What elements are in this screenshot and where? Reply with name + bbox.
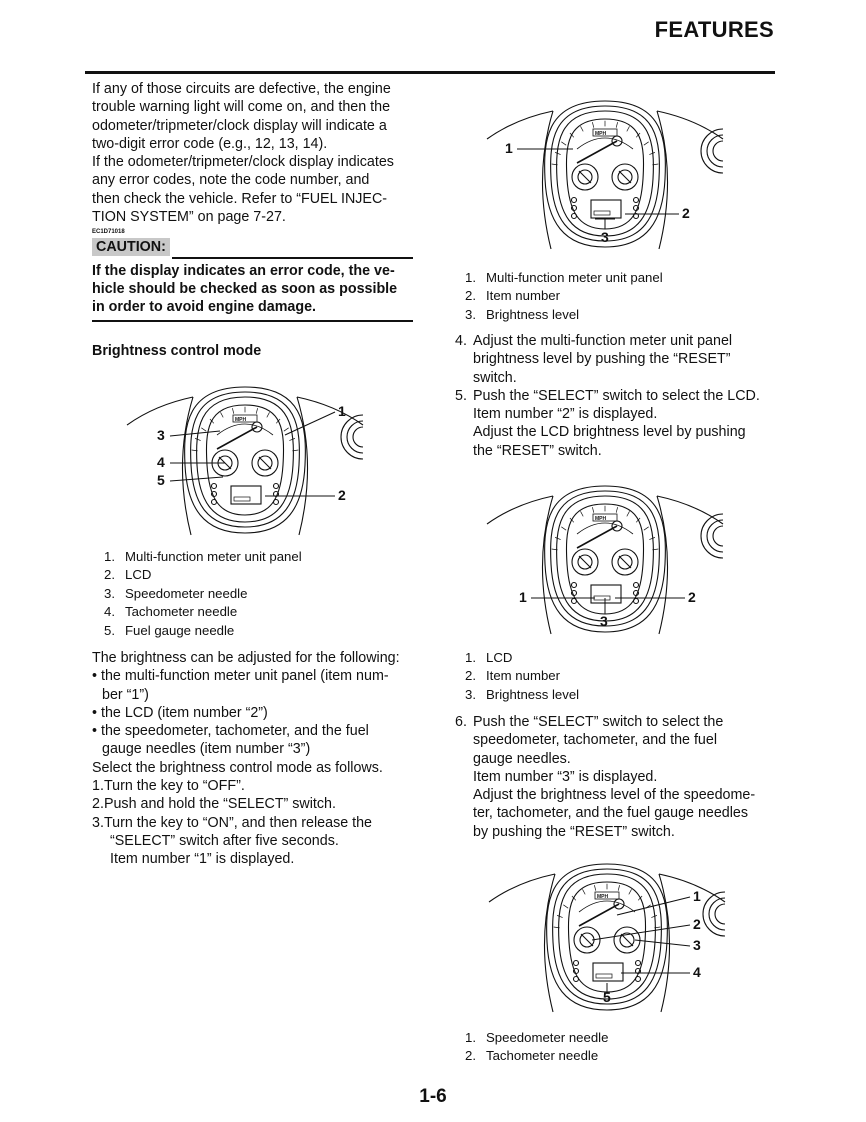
section-title: FEATURES [654,17,774,42]
list-item [455,713,755,731]
text-line: If any of those circuits are defective, the engine [92,81,391,97]
item-number: 3. [92,814,104,831]
callout-number: 5 [603,989,611,1005]
list-item [104,566,302,584]
item-text: ter, tachometer, and the fuel gauge needles [473,805,749,822]
item-text: gauge needles (item number “3”) [102,741,311,758]
item-number: 1. [465,650,476,665]
item-text: ber “1”) [102,686,149,703]
list-item [92,704,400,722]
fairing-left [489,874,555,902]
item-text: Speedometer needle [486,1030,609,1045]
item-text: Item number “3” is displayed. [473,768,658,785]
list-item [455,350,760,368]
fairing-right [657,111,723,139]
list-item [455,332,760,350]
item-number: 4. [104,604,115,620]
item-number: 3. [465,306,476,322]
callout-number: 3 [600,613,608,629]
meter-diagram-needles [487,860,727,1015]
list-item [92,649,400,667]
list-item [455,768,755,786]
meter-diagram-panel [485,97,725,252]
item-text: the “RESET” switch. [473,442,602,459]
callout-number: 4 [693,964,701,980]
svg-text:MPH: MPH [595,131,607,137]
svg-text:MPH: MPH [595,516,607,522]
text-line: in order to avoid engine damage. [92,299,317,315]
callout-number: 4 [157,454,165,470]
list-item [465,269,663,287]
subsection-heading: Brightness control mode [92,343,262,359]
list-item [455,750,755,768]
list-item [104,585,302,603]
fairing-right [297,397,363,425]
item-text: • the speedometer, tachometer, and the fuel [92,723,369,740]
list-item [455,823,755,841]
fairing-left [487,111,553,139]
item-text: LCD [125,567,152,583]
item-text: speedometer, tachometer, and the fuel [473,732,718,749]
callout-number: 2 [688,589,696,605]
item-text: Item number “1” is displayed. [110,851,295,868]
step-6 [455,713,755,841]
item-text: Select the brightness control mode as follows. [92,759,383,776]
text-line: trouble warning light will come on, and then the [92,99,391,116]
item-text: Adjust the multi-function meter unit panel [473,333,733,349]
item-number: 2. [465,668,476,684]
fairing-left [487,496,553,524]
item-text: Tachometer needle [486,1048,599,1064]
item-number: 2. [92,796,104,813]
item-text: Fuel gauge needle [125,622,235,638]
item-text: Adjust the LCD brightness level by pushing [473,424,746,441]
item-text: • the multi-function meter unit panel (item num- [92,668,389,685]
header-rule [85,71,775,74]
item-number: 3. [465,686,476,702]
intro-paragraph [92,80,394,226]
item-number: 3. [104,585,115,601]
list-item [455,786,755,804]
reference-code: EC1D71018 [92,229,125,235]
item-number: 1. [104,549,115,564]
meter-diagram-brightness-mode [125,383,365,538]
caution-text [92,262,397,316]
item-text: “SELECT” switch after five seconds. [110,832,339,849]
legend-list [465,269,663,324]
item-text: Turn the key to “OFF”. [103,778,245,795]
callout-number: 3 [157,427,165,443]
item-text: Multi-function meter unit panel [486,270,663,285]
item-text: Speedometer needle [125,585,248,601]
list-item [455,442,760,460]
text-line: If the display indicates an error code, the ve- [92,263,395,279]
callout-number: 2 [693,916,701,932]
item-number: 5. [455,387,467,404]
list-item [465,686,579,704]
item-number: 4. [455,333,467,349]
page-number: 1-6 [419,1086,447,1107]
list-item [92,759,400,777]
item-text: • the LCD (item number “2”) [92,704,268,721]
callout-number: 5 [157,472,165,488]
list-item [455,804,755,822]
callout-number: 1 [338,403,346,419]
list-item [92,722,400,740]
item-number: 2. [104,567,115,583]
item-text: gauge needles. [473,750,571,767]
list-item [92,795,400,813]
item-text: by pushing the “RESET” switch. [473,823,675,840]
callout-number: 1 [519,589,527,605]
callout-number: 2 [682,205,690,221]
text-line: If the odometer/tripmeter/clock display indicates [92,154,394,171]
list-item [104,603,302,621]
text-line: then check the vehicle. Refer to “FUEL INJEC- [92,190,388,207]
item-text: The brightness can be adjusted for the following: [92,650,400,666]
list-item [455,405,760,423]
list-item [92,667,400,685]
item-number: 1. [465,270,476,285]
item-text: Item number [486,668,561,684]
item-number: 5. [104,622,115,638]
list-item [465,1029,608,1047]
item-text: Brightness level [486,306,580,322]
list-item [92,850,400,868]
callout-number: 3 [693,937,701,953]
text-line: TION SYSTEM” on page 7-27. [92,209,286,226]
legend-list [104,548,302,640]
item-text: switch. [473,369,517,386]
item-text: Push the “SELECT” switch to select the [473,714,724,730]
item-number: 1. [465,1030,476,1045]
list-item [455,731,755,749]
item-text: brightness level by pushing the “RESET” [473,351,731,368]
item-text: Tachometer needle [125,604,238,620]
list-item [92,814,400,832]
item-text: Turn the key to “ON”, and then release the [103,814,373,831]
item-text: Brightness level [486,686,580,702]
svg-text:MPH: MPH [597,894,609,900]
item-text: LCD [486,650,513,665]
callout-number: 1 [505,140,513,156]
list-item [465,667,579,685]
list-item [465,1047,608,1065]
fairing-right [657,496,723,524]
svg-text:MPH: MPH [235,417,247,423]
item-text: Multi-function meter unit panel [125,549,302,564]
fairing-right [659,874,725,902]
item-number: 2. [465,1048,476,1064]
fairing-left [127,397,193,425]
text-line: odometer/tripmeter/clock display will indicate a [92,117,387,134]
legend-list [465,1029,608,1066]
callout-number: 2 [338,487,346,503]
list-item [92,777,400,795]
list-item [455,387,760,405]
meter-diagram-lcd [485,482,725,637]
list-item [92,832,400,850]
list-item [465,306,663,324]
item-text: Adjust the brightness level of the speedome- [473,787,756,804]
steps-4-5 [455,332,760,460]
list-item [92,740,400,758]
body-text [92,649,400,869]
list-item [455,423,760,441]
callout-number: 1 [693,888,701,904]
text-line: hicle should be checked as soon as possible [92,281,398,297]
item-number: 6. [455,714,467,730]
list-item [465,649,579,667]
list-item [465,287,663,305]
list-item [455,369,760,387]
list-item [92,686,400,704]
caution-label: CAUTION: [92,238,170,256]
item-number: 2. [465,288,476,304]
item-text: Push the “SELECT” switch to select the LCD. [473,387,760,404]
text-line: two-digit error code (e.g., 12, 13, 14). [92,135,328,152]
caution-rule [172,257,413,259]
caution-end-rule [92,320,413,322]
item-text: Push and hold the “SELECT” switch. [103,796,336,813]
list-item [104,548,302,566]
text-line: any error codes, note the code number, and [92,172,370,189]
callout-number: 3 [601,229,609,245]
list-item [104,622,302,640]
item-text: Item number “2” is displayed. [473,406,658,423]
legend-list [465,649,579,704]
item-text: Item number [486,288,561,304]
item-number: 1. [92,778,104,795]
